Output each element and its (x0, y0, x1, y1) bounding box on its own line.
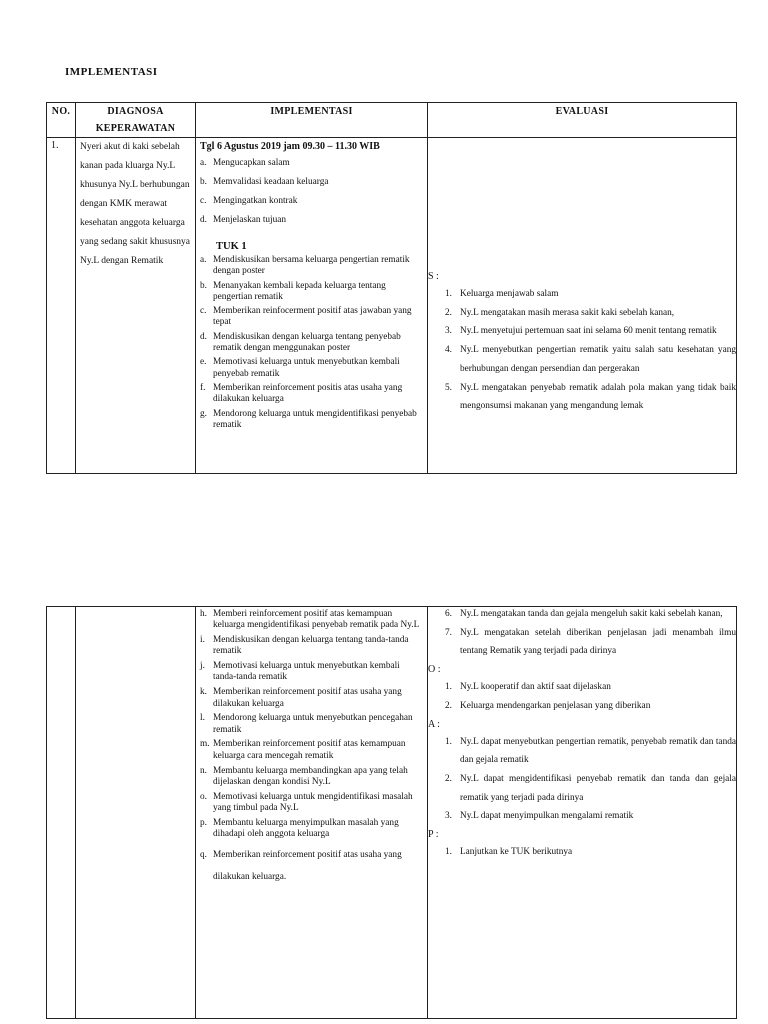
list-marker: k. (200, 687, 207, 698)
list-item (200, 661, 423, 684)
implementasi-cell-continued (196, 607, 428, 1019)
list-item (428, 843, 736, 862)
list-item (428, 341, 736, 378)
implementation-table-page-2 (46, 606, 737, 1019)
list-item-text: Mengingatkan kontrak (213, 196, 298, 206)
list-item-text: Memberikan reinfocerment positif atas jawaban yang tepat (213, 306, 412, 328)
list-marker: i. (200, 635, 205, 646)
list-marker: 1. (445, 847, 452, 858)
diagnosa-cell-continued (76, 607, 196, 1019)
list-item-text: Mendiskusikan dengan keluarga tentang tanda-tanda rematik (213, 635, 409, 657)
list-item (200, 332, 423, 355)
list-marker: 2. (445, 700, 452, 711)
list-marker: 4. (445, 345, 452, 356)
list-marker: 3. (445, 811, 452, 822)
list-item-text: Ny.L mengatakan masih merasa sakit kaki sebelah kanan, (460, 307, 675, 318)
list-marker: 1. (445, 289, 452, 299)
list-item (200, 154, 423, 173)
list-marker: a. (200, 255, 207, 265)
list-item-text: Menjelaskan tujuan (213, 215, 287, 225)
diagnosa-cell (76, 138, 196, 474)
list-item (428, 807, 736, 826)
plan-list (428, 843, 736, 862)
list-item (200, 687, 423, 710)
list-item-text: Ny.L mengatakan penyebab rematik adalah pola makan yang tidak baik mengonsumsi makanan yang mengandung lemak (460, 382, 736, 412)
list-item (200, 609, 423, 632)
list-marker: h. (200, 609, 207, 619)
list-item-text: Ny.L menyetujui pertemuan saat ini selama 60 menit tentang rematik (460, 326, 717, 337)
list-item (200, 383, 423, 406)
list-item-text: Keluarga menjawab salam (460, 289, 559, 299)
list-marker: j. (200, 661, 205, 672)
subjective-list (428, 285, 736, 416)
list-item (428, 697, 736, 716)
list-marker: b. (200, 177, 207, 187)
list-item-text: Lanjutkan ke TUK berikutnya (460, 847, 573, 858)
intro-list (196, 154, 427, 230)
list-item (200, 255, 423, 278)
list-marker: c. (200, 306, 207, 317)
list-item (428, 733, 736, 770)
list-marker: m. (200, 739, 210, 750)
header-diagnosa: DIAGNOSA KEPERAWATAN (76, 103, 196, 138)
tuk-heading: TUK 1 (216, 241, 247, 252)
assessment-list (428, 733, 736, 827)
list-item-text: Ny.L dapat mengidentifikasi penyebab rematik dan tanda dan gejala rematik yang terjadi pada dirinya (460, 773, 736, 803)
list-item (200, 306, 423, 329)
list-marker: 3. (445, 326, 452, 337)
list-marker: d. (200, 331, 207, 342)
list-marker: a. (200, 158, 207, 168)
list-item-text: Memotivasi keluarga untuk mengidentifikasi masalah yang timbul pada Ny.L (213, 791, 413, 813)
header-no: NO. (47, 103, 76, 138)
list-marker: b. (200, 280, 207, 291)
list-item-text: Memberikan reinforcement positif atas usaha yang dilakukan keluarga (213, 687, 402, 709)
list-item (428, 322, 736, 341)
list-item-text: Mendorong keluarga untuk menyebutkan pencegahan rematik (213, 713, 413, 735)
list-marker: 5. (445, 382, 452, 393)
list-item (428, 605, 736, 624)
list-item (200, 635, 423, 658)
list-item (200, 357, 423, 380)
list-marker: g. (200, 408, 207, 419)
implementasi-cell (196, 138, 428, 474)
list-item (200, 766, 423, 789)
list-item-text: Mendiskusikan bersama keluarga pengertian rematik dengan poster (213, 255, 410, 277)
list-item (428, 624, 736, 661)
assessment-label: A : (428, 718, 440, 730)
list-item (200, 173, 423, 192)
page-title: IMPLEMENTASI (65, 66, 158, 78)
list-marker: d. (200, 215, 207, 225)
list-item-text: Memotivasi keluarga untuk menyebutkan kembali tanda-tanda rematik (213, 661, 400, 683)
list-item-text: Mengucapkan salam (213, 158, 290, 168)
list-marker: 6. (445, 609, 452, 619)
list-marker: n. (200, 765, 207, 776)
list-item (200, 739, 423, 762)
row-number: 1. (47, 138, 76, 474)
list-item-text: Ny.L dapat menyimpulkan mengalami rematik (460, 811, 634, 822)
list-item-text: Memvalidasi keadaan keluarga (213, 177, 329, 187)
list-marker: 7. (445, 627, 452, 638)
list-item-text: Ny.L menyebutkan pengertian rematik yaitu salah satu kesehatan yang berhubungan dengan persendian dan pergerakan (460, 345, 736, 374)
list-marker: 2. (445, 773, 452, 784)
list-item-text: Mendorong keluarga untuk mengidentifikasi penyebab rematik (213, 408, 417, 430)
list-marker: 1. (445, 682, 452, 693)
list-item (428, 770, 736, 807)
list-marker: e. (200, 357, 207, 368)
objective-list (428, 678, 736, 715)
implementation-table-page-1 (46, 102, 737, 474)
list-item (200, 818, 423, 841)
list-item (200, 281, 423, 304)
table-row (47, 138, 737, 474)
list-item (428, 304, 736, 323)
list-marker: q. (200, 849, 207, 860)
list-item (428, 678, 736, 697)
list-item (200, 844, 423, 888)
list-marker: l. (200, 713, 205, 724)
list-item-text: Memberi reinforcement positif atas kemampuan keluarga mengidentifikasi penyebab rematik pada Ny.L (213, 609, 420, 631)
list-item-text: Membantu keluarga membandingkan apa yang telah dijelaskan dengan kondisi Ny.L (213, 765, 408, 787)
table-row (47, 607, 737, 1019)
objective-label: O : (428, 664, 441, 676)
header-evaluasi: EVALUASI (428, 103, 737, 138)
list-item (200, 409, 423, 432)
diagnosa-text: Nyeri akut di kaki sebelah kanan pada kluarga Ny.L khusunya Ny.L berhubungan dengan KMK merawat kesehatan anggota keluarga yang sedang sakit khususnya Ny.L dengan Rematik (80, 142, 191, 266)
table-header-row (47, 103, 737, 138)
list-marker: c. (200, 196, 207, 206)
list-item-text: Mendiskusikan dengan keluarga tentang penyebab rematik dengan menggunakan poster (213, 331, 401, 354)
list-item (428, 379, 736, 416)
evaluasi-cell-continued (428, 607, 737, 1019)
list-item-text: Memotivasi keluarga untuk menyebutkan kembali penyebab rematik (213, 357, 400, 379)
implementation-date: Tgl 6 Agustus 2019 jam 09.30 – 11.30 WIB (200, 141, 380, 152)
tuk-action-list (196, 255, 427, 431)
list-marker: 1. (445, 736, 452, 747)
evaluasi-cell (428, 138, 737, 474)
subjective-list-continued (428, 605, 736, 661)
row-number-continued (47, 607, 76, 1019)
list-item-text: Ny.L kooperatif dan aktif saat dijelaskan (460, 682, 611, 693)
list-item-text: Ny.L dapat menyebutkan pengertian rematik, penyebab rematik dan tanda dan gejala rematik (460, 736, 736, 766)
subjective-label: S : (428, 271, 439, 282)
list-item (200, 713, 423, 736)
list-item-text: Memberikan reinforcement positis atas usaha yang dilakukan keluarga (213, 382, 403, 405)
list-item (200, 211, 423, 230)
list-marker: f. (200, 382, 206, 393)
list-item-text: Memberikan reinforcement positif atas kemampuan keluarga cara mencegah rematik (213, 739, 406, 761)
list-marker: p. (200, 817, 207, 828)
list-marker: 2. (445, 307, 452, 318)
list-item-text: Membantu keluarga menyimpulkan masalah yang dihadapi oleh anggota keluarga (213, 817, 399, 840)
list-marker: o. (200, 791, 207, 802)
list-item (200, 792, 423, 815)
header-implementasi: IMPLEMENTASI (196, 103, 428, 138)
tuk-action-list-continued (196, 609, 427, 888)
list-item-text: Menanyakan kembali kepada keluarga tentang pengertian rematik (213, 280, 386, 302)
list-item (200, 192, 423, 211)
list-item-text: Ny.L mengatakan setelah diberikan penjelasan jadi menambah ilmu tentang Rematik yang terjadi pada dirinya (460, 627, 736, 657)
plan-label: P : (428, 829, 439, 841)
list-item-text: Keluarga mendengarkan penjelasan yang diberikan (460, 700, 651, 711)
list-item-text: Memberikan reinforcement positif atas usaha yang dilakukan keluarga. (213, 849, 402, 882)
list-item-text: Ny.L mengatakan tanda dan gejala mengeluh sakit kaki sebelah kanan, (460, 609, 723, 619)
list-item (428, 285, 736, 304)
